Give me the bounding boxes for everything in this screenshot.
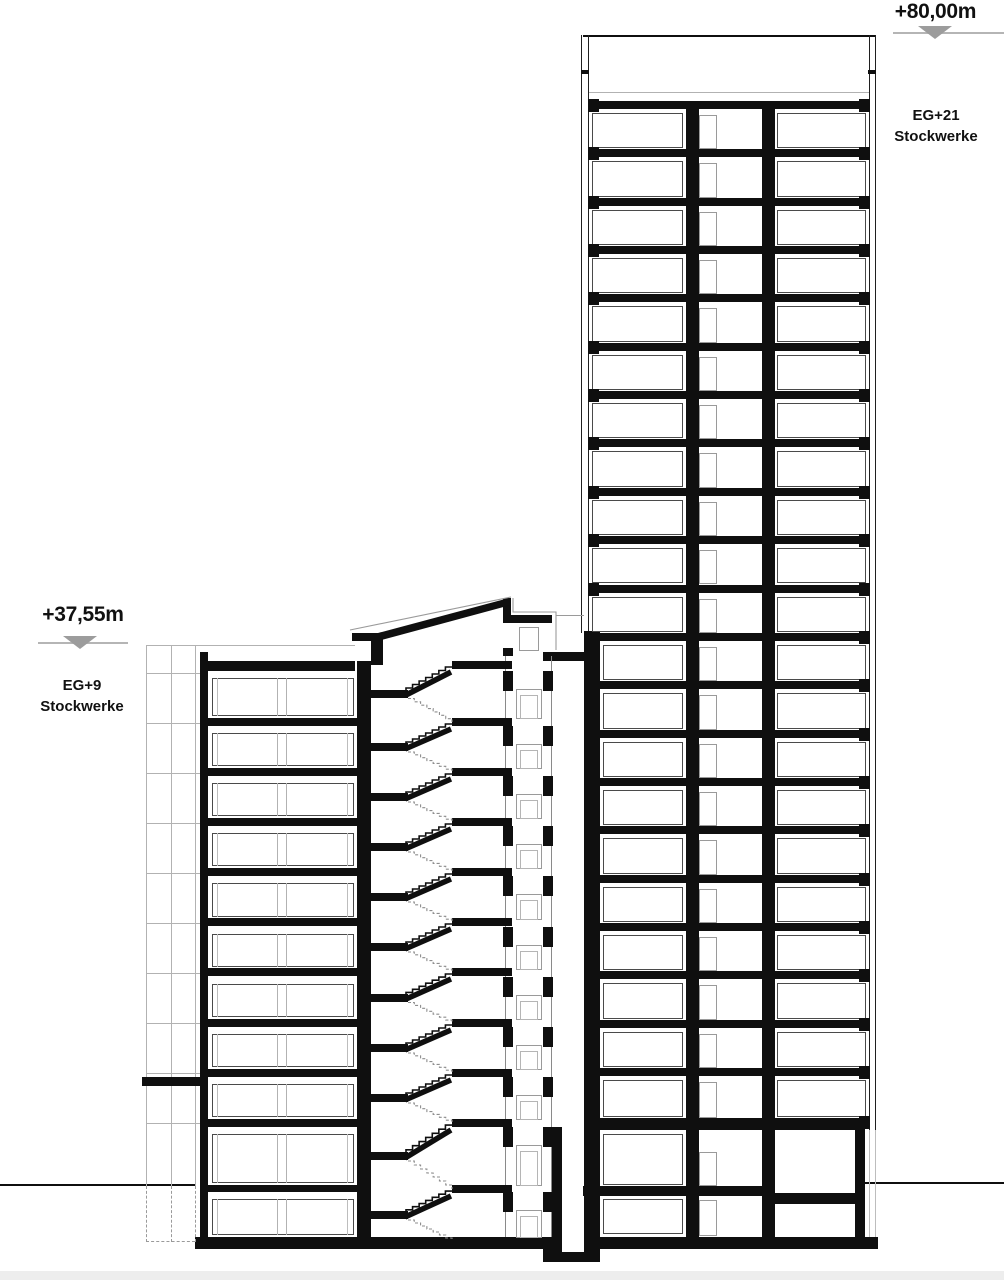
stair-flight-steps (406, 1191, 452, 1213)
low-building-elevation-label: +37,55m (42, 603, 124, 626)
stair-flight-steps (406, 1125, 452, 1154)
stair-flight-steps (406, 667, 452, 692)
stair-flight-hidden (408, 952, 452, 972)
stair-flight-stringer (405, 1130, 451, 1158)
tower-floor-count-line2: Stockwerke (894, 128, 978, 145)
low-building-floor-count-line1: EG+9 (62, 677, 102, 694)
stair-flight-hidden (408, 699, 452, 723)
low-building-floor-count-line2: Stockwerke (40, 698, 124, 715)
stair-flight-hidden (408, 902, 452, 922)
stair-flight-hidden (408, 802, 452, 822)
tower-elevation-label: +80,00m (894, 0, 977, 23)
stair-flight-hidden (408, 1003, 452, 1024)
roof-outline-line (513, 598, 556, 650)
stair-flight-hidden (408, 852, 452, 872)
stair-flight-hidden (408, 1103, 452, 1123)
stair-flight-hidden (408, 1220, 452, 1241)
stair-flight-hidden (408, 1053, 452, 1073)
ground-band (0, 1271, 1004, 1280)
stair-sloped-roof (378, 598, 509, 641)
stair-flight-steps (406, 974, 452, 995)
stair-flight-hidden (408, 1161, 452, 1189)
stair-flight-hidden (408, 752, 452, 772)
tower-floor-count-line1: EG+21 (912, 107, 960, 124)
